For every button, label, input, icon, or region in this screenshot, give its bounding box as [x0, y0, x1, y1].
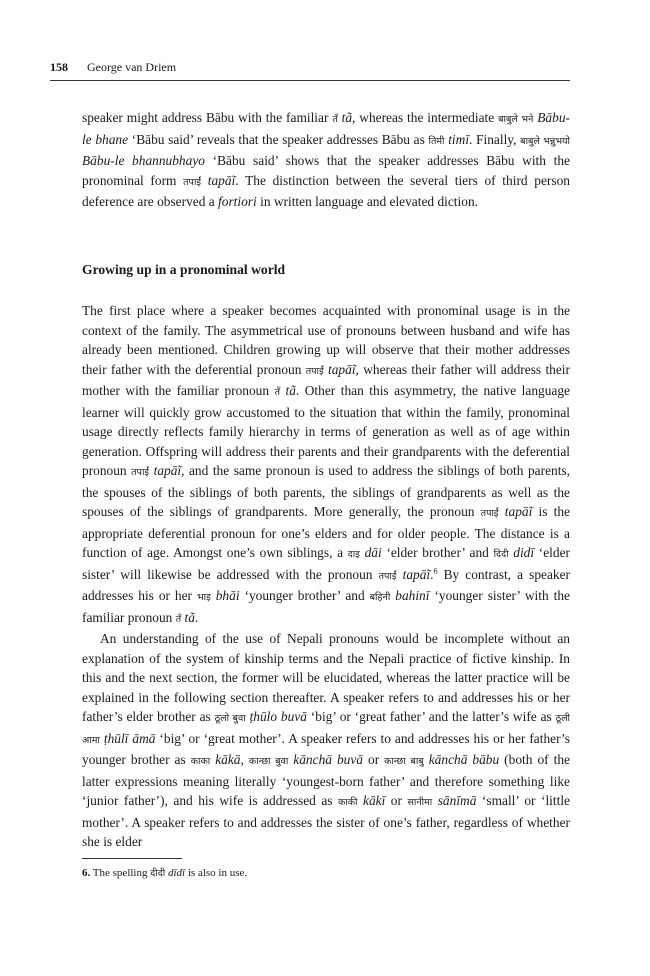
- page-number: 158: [50, 60, 68, 74]
- footnote-rule: [82, 858, 182, 859]
- section-heading: Growing up in a pronominal world: [82, 262, 286, 277]
- paragraph-3: An understanding of the use of Nepali pronouns would be incomplete without an explanation of the system of kinship terms and the Nepali practice of fictive kinship. In this and the next section, the former will be elucidated, whereas the latter practice will be explained in the following section thereafter. A speaker refers to and addresses his or her father’s elder brother as ठूलो बुवा ṭhūlo buvā ‘big’ or ‘great father’ and the latter’s wife as ठूली आमा ṭhūlī āmā ‘big’ or ‘great mother’. A speaker refers to and addresses his or her father’s younger brother as काका kākā, कान्छा बुवा kānchā buvā or कान्छा बाबु kānchā bābu (both of the latter expressions meaning literally ‘youngest-born father’ and therefore something like ‘junior father’), and his wife is addressed as काकी kākī or सानीमा sānīmā ‘small’ or ‘little mother’. A speaker refers to and addresses the sister of one’s father, regardless of whether she is elder: [82, 631, 570, 849]
- paragraph-2: The first place where a speaker becomes acquainted with pronominal usage is in the context of the family. The asymmetrical use of pronouns between husband and wife has already been mentioned. Children growing up will observe that their mother addresses their father with the deferential pronoun तपाईं tapāĩ, whereas their father will address their mother with the familiar pronoun तँ tã. Other than this asymmetry, the native language learner will quickly grow accustomed to the situation that within the family, pronominal usage directly reflects family hierarchy in terms of generation as well as of age within generation. Offspring will address their parents and their grandparents with the deferential pronoun तपाईं tapāĩ, and the same pronoun is used to address the siblings of both parents, the spouses of the siblings of both parents, the siblings of grandparents as well as the spouses of the siblings of grandparents. More generally, the pronoun तपाईं tapāĩ is the appropriate deferential pronoun for one’s elders and for older people. The distance is a function of age. Amongst one’s own siblings, a दाइ dāi ‘elder brother’ and दिदी didī ‘elder sister’ will likewise be addressed with the pronoun तपाईं tapāĩ.$^6$ By contrast, a speaker addresses his or her भाइ bhāi ‘younger brother’ and बहिनी bahinī ‘younger sister’ with the familiar pronoun तँ tã.: [82, 303, 571, 625]
- footnote-number: 6.: [82, 867, 91, 879]
- running-author: George van Driem: [87, 60, 177, 74]
- section-body: [82, 301, 570, 852]
- running-header: [50, 60, 570, 81]
- footnote-ref[interactable]: 6: [433, 566, 438, 576]
- paragraph-1: speaker might address Bābu with the familiar तँ tã, whereas the intermediate बाबुले भने Bābu-le bhane ‘Bābu said’ reveals that the speaker addresses Bābu as तिमी timī. Finally, बाबुले भन्नुभयो Bābu-le bhannubhayo ‘Bābu said’ shows that the speaker addresses Bābu with the pronominal form तपाईं tapāĩ. The distinction between the several tiers of third person deference are observed a fortiori in written language and elevated diction.: [82, 110, 571, 209]
- footnote: 6. The spelling दीदी dīdī is also in use.: [82, 867, 248, 879]
